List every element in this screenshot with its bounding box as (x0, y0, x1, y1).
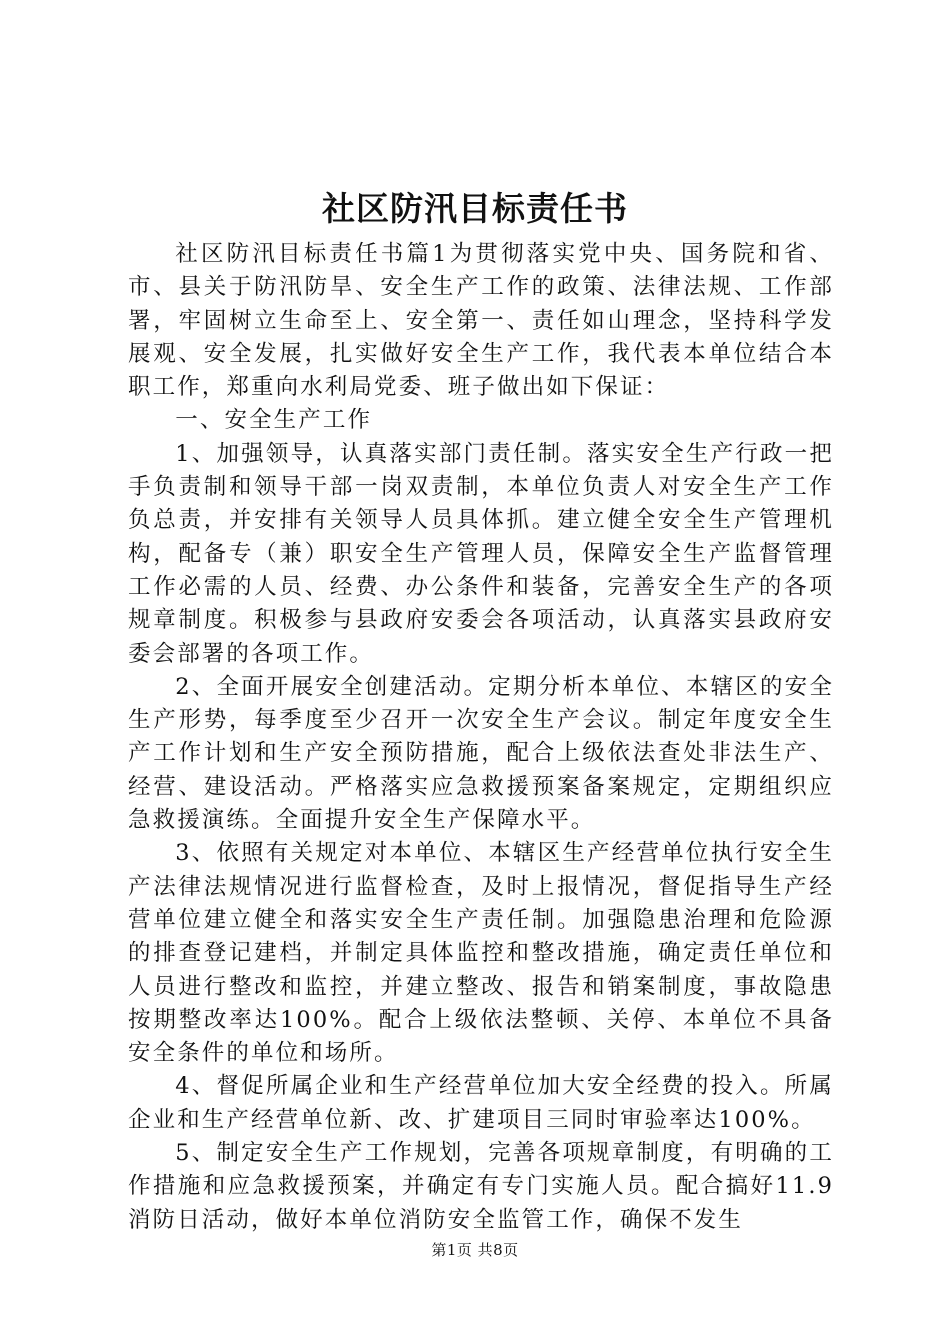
item-paragraph-4: 4、督促所属企业和生产经营单位加大安全经费的投入。所属企业和生产经营单位新、改、扩建项目三同时审验率达100%。 (128, 1073, 834, 1133)
section-heading-safety: 一、安全生产工作 (175, 407, 373, 434)
item-paragraph-1: 1、加强领导，认真落实部门责任制。落实安全生产行政一把手负责制和领导干部一岗双责制，本单位负责人对安全生产工作负总责，并安排有关领导人员具体抓。建立健全安全生产管理机构，配备专（兼）职安全生产管理人员，保障安全生产监督管理工作必需的人员、经费、办公条件和装备，完善安全生产的各项规章制度。积极参与县政府安委会各项活动，认真落实县政府安委会部署的各项工作。 (128, 440, 834, 667)
document-body (128, 238, 834, 1237)
item-paragraph-5: 5、制定安全生产工作规划，完善各项规章制度，有明确的工作措施和应急救援预案，并确定有专门实施人员。配合搞好11.9消防日活动，做好本单位消防安全监管工作，确保不发生 (128, 1140, 834, 1233)
intro-paragraph: 社区防汛目标责任书篇1为贯彻落实党中央、国务院和省、市、县关于防汛防旱、安全生产工作的政策、法律法规、工作部署，牢固树立生命至上、安全第一、责任如山理念，坚持科学发展观、安全发展，扎实做好安全生产工作，我代表本单位结合本职工作，郑重向水利局党委、班子做出如下保证： (128, 241, 834, 401)
item-paragraph-3: 3、依照有关规定对本单位、本辖区生产经营单位执行安全生产法律法规情况进行监督检查，及时上报情况，督促指导生产经营单位建立健全和落实安全生产责任制。加强隐患治理和危险源的排查登记建档，并制定具体监控和整改措施，确定责任单位和人员进行整改和监控，并建立整改、报告和销案制度，事故隐患按期整改率达100%。配合上级依法整顿、关停、本单位不具备安全条件的单位和场所。 (128, 840, 834, 1067)
document-title: 社区防汛目标责任书 (322, 189, 628, 228)
item-paragraph-2: 2、全面开展安全创建活动。定期分析本单位、本辖区的安全生产形势，每季度至少召开一次安全生产会议。制定年度安全生产工作计划和生产安全预防措施，配合上级依法查处非法生产、经营、建设活动。严格落实应急救援预案备案规定，定期组织应急救援演练。全面提升安全生产保障水平。 (128, 673, 834, 834)
page-number-footer: 第1页 共8页 (431, 1241, 519, 1259)
